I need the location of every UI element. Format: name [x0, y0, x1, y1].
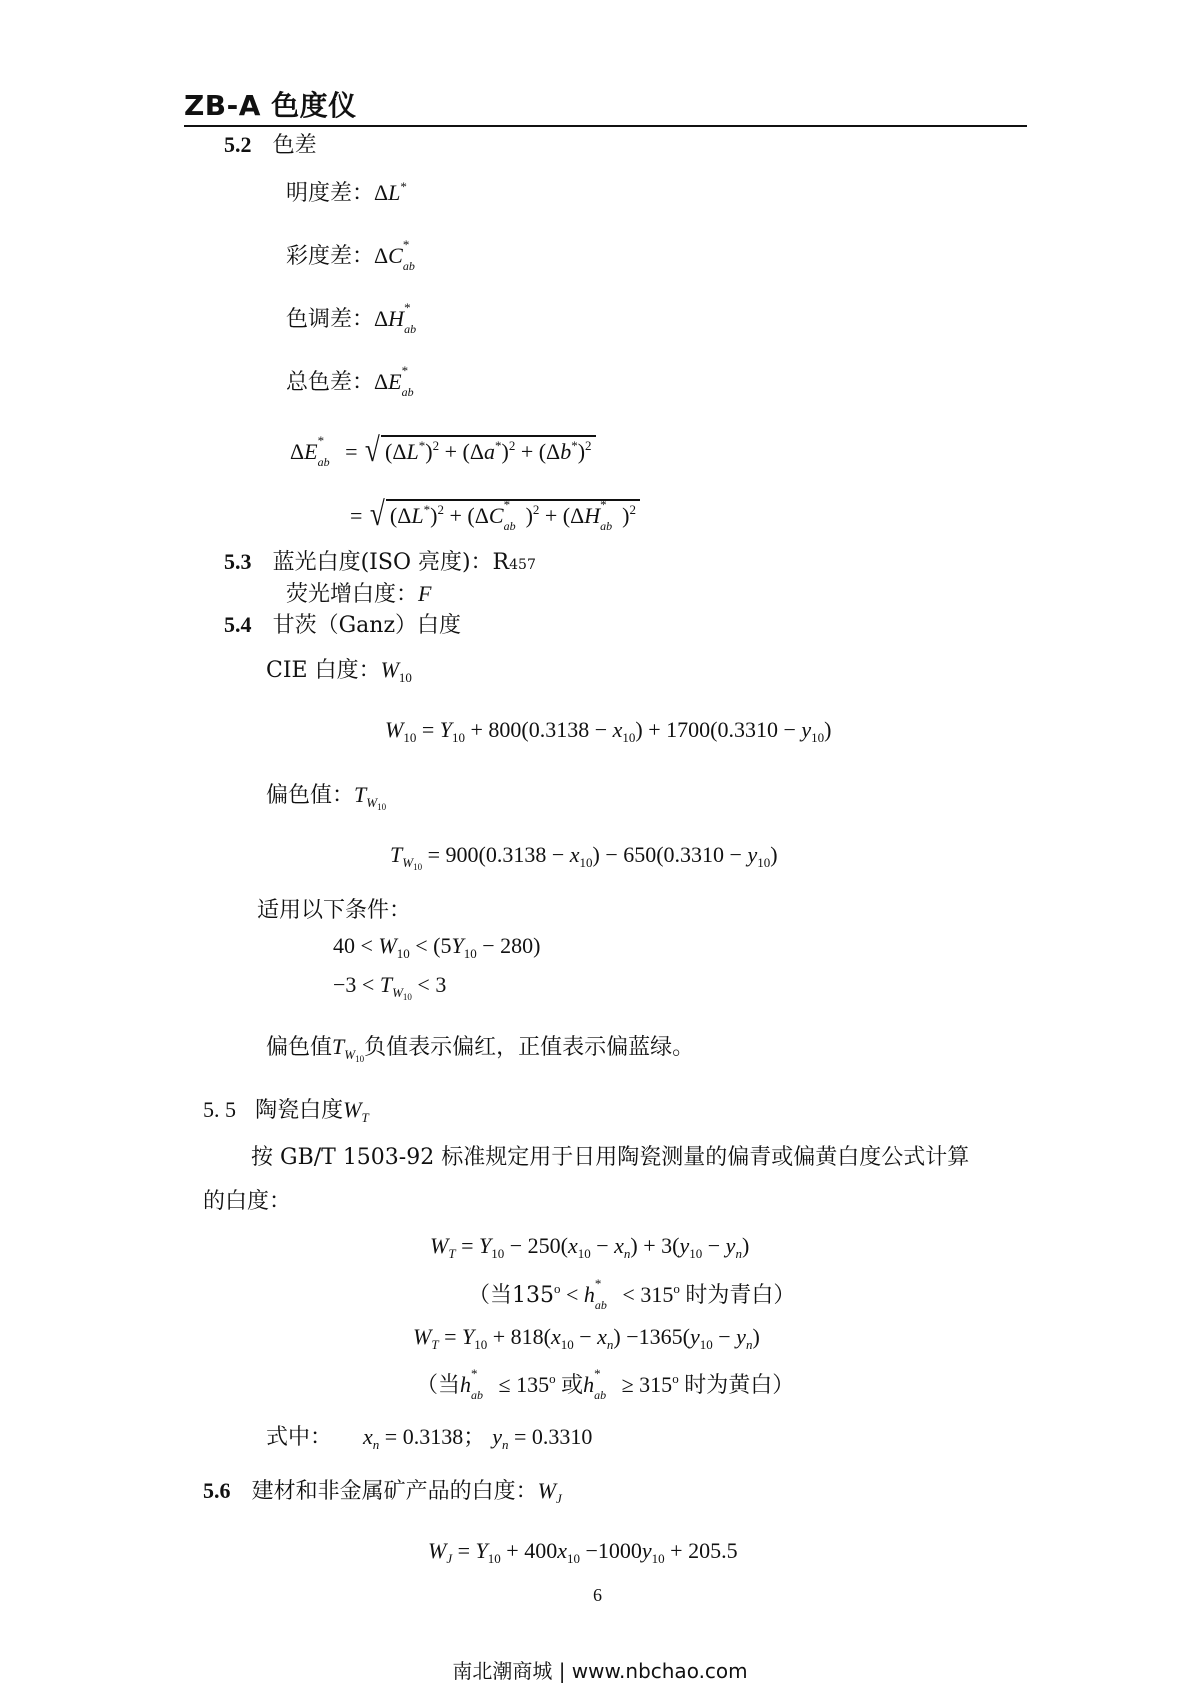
- hue-diff-label: 色调差：: [286, 307, 375, 332]
- cie-whiteness-line: [266, 653, 412, 686]
- section-5-4-heading: [224, 608, 461, 639]
- lightness-diff-label: 明度差：: [286, 181, 375, 206]
- wj-formula: $W_J = Y_{10} + 400x_{10} -1000y_{10} + 205.5$: [428, 1538, 738, 1566]
- wt-formula-bluish: $W_T = Y_{10} - 250(x_{10} - x_n) + 3(y_{10} - y_n)$: [430, 1233, 750, 1261]
- tw10-formula: $T_{W_{10}} = 900(0.3138 - x_{10}) - 650(0.3310 - y_{10})$: [390, 842, 778, 872]
- hue-diff-line: [286, 300, 426, 336]
- wt-formula-yellowish: $W_T = Y_{10} + 818(x_{10} - x_n) -1365(y_{10} - y_n)$: [413, 1324, 760, 1352]
- F-symbol: F: [418, 581, 432, 606]
- section-number: 5. 5: [203, 1097, 236, 1122]
- tint-note-b: 负值表示偏红，正值表示偏蓝绿。: [364, 1035, 695, 1060]
- chroma-diff-label: 彩度差：: [286, 244, 375, 269]
- delta-L-symbol: ΔL*: [374, 179, 407, 205]
- section-number: 5.6: [203, 1478, 231, 1503]
- condition-text: （当: [416, 1373, 461, 1398]
- section-title: 甘茨（Ganz）白度: [272, 613, 462, 638]
- r457-subscript: 457: [509, 557, 536, 573]
- delta-e-formula-2: = √ $(\Delta L^*)^2 + (\Delta C$ * ab )$^2$ + (ΔH * ab )$^2$: [350, 502, 636, 529]
- tint-note-a: 偏色值: [266, 1035, 333, 1060]
- section-number: 5.2: [224, 132, 252, 157]
- section-5-2-heading: [224, 128, 317, 159]
- condition-text: 或: [561, 1373, 584, 1398]
- W10-symbol: $W_{10}$: [380, 657, 412, 685]
- condition-1: $40 < W_{10} < (5Y_{10} - 280)$: [333, 933, 541, 961]
- page-number: 6: [593, 1585, 602, 1605]
- section-number: 5.4: [224, 612, 252, 637]
- section-number: 5.3: [224, 549, 252, 574]
- tint-label: 偏色值：: [266, 783, 355, 808]
- condition-2: $-3 < T_{W_{10}} < 3$: [333, 972, 447, 1002]
- footer-watermark: 南北潮商城 | www.nbchao.com: [452, 1659, 748, 1683]
- xn-value: 0.3138: [402, 1424, 464, 1449]
- where-line: 式中： $x_n = 0.3138$； $y_n = 0.3310$: [266, 1424, 593, 1452]
- w10-formula: $W_{10} = Y_{10} + 800(0.3138 - x_{10}) + 1700(0.3310 - y_{10})$: [385, 717, 832, 745]
- section-5-6-heading: [203, 1474, 562, 1507]
- condition-text: （当135: [468, 1283, 554, 1308]
- cie-whiteness-label: CIE 白度：: [266, 658, 381, 683]
- wt-condition-bluish: （当$135^o < h$ * ab < $315^o$ 时为青白）: [468, 1276, 796, 1312]
- section-title: 陶瓷白度: [255, 1098, 344, 1123]
- lightness-diff-line: [286, 176, 407, 207]
- total-diff-line: [286, 363, 424, 399]
- WJ-symbol: $W_J$: [537, 1478, 562, 1506]
- fluorescent-line: [286, 577, 431, 608]
- section-5-3-heading: [224, 545, 536, 576]
- delta-H-symbol: ΔH * ab: [374, 300, 417, 336]
- wt-condition-yellowish: （当h * ab ≤ $135^o$ 或h * ab ≥ $315^o$ 时为黄白）: [416, 1366, 795, 1402]
- TW10-symbol: $T_{W_{10}}$: [354, 782, 387, 812]
- delta-e-formula-1: ΔE * ab = √ $(\Delta L^*)^2 + (\Delta a^*)^2 + (\Delta b^*)^2$: [290, 438, 592, 465]
- conditions-label: 适用以下条件：: [257, 898, 412, 923]
- section-5-5-heading: [203, 1093, 369, 1126]
- delta-C-symbol: ΔC * ab: [374, 237, 415, 273]
- section-title: 色差: [272, 133, 317, 158]
- condition-text: 时为黄白）: [684, 1373, 795, 1398]
- fluorescent-label: 荧光增白度：: [286, 582, 419, 607]
- total-diff-label: 总色差：: [286, 370, 375, 395]
- delta-E-symbol: ΔE * ab: [374, 363, 414, 399]
- WT-symbol: $W_T$: [343, 1097, 369, 1125]
- where-label: 式中：: [266, 1425, 333, 1450]
- tint-line: [266, 778, 386, 812]
- header-divider: [184, 125, 1027, 127]
- condition-text: 时为青白）: [685, 1283, 796, 1308]
- section-title: 蓝光白度(ISO 亮度)：R: [272, 550, 510, 575]
- tint-note: [266, 1030, 694, 1064]
- ceramic-paragraph-line-1: 按 GB/T 1503-92 标准规定用于日用陶瓷测量的偏青或偏黄白度公式计算: [251, 1145, 970, 1170]
- ceramic-paragraph-line-2: 的白度：: [203, 1189, 292, 1214]
- chroma-diff-line: [286, 237, 425, 273]
- yn-value: 0.3310: [531, 1424, 593, 1449]
- TW10-symbol: $T_{W_{10}}$: [332, 1034, 365, 1064]
- section-title: 建材和非金属矿产品的白度：: [251, 1479, 538, 1504]
- document-title: ZB-A 色度仪: [184, 89, 357, 122]
